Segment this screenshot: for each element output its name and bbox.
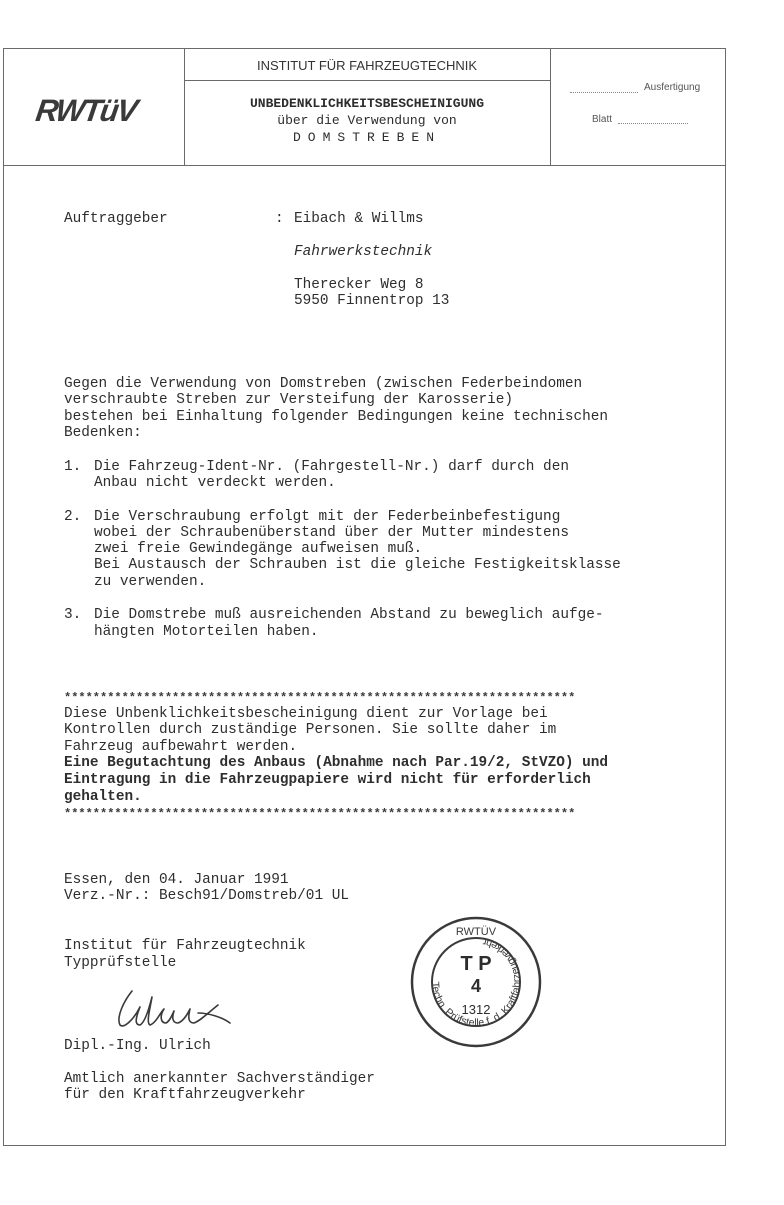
- footer-department: Typprüfstelle: [64, 955, 177, 971]
- institute-title: INSTITUT FÜR FAHRZEUGTECHNIK: [256, 58, 478, 73]
- condition-line: zu verwenden.: [94, 574, 207, 590]
- document-object: DOMSTREBEN: [292, 130, 441, 145]
- client-label: Auftraggeber: [64, 211, 168, 227]
- condition-line: Die Fahrzeug-Ident-Nr. (Fahrgestell-Nr.) darf durch den: [94, 459, 569, 475]
- stamp-number: 1312: [461, 1002, 491, 1017]
- stamp-arc-text: Techn. Prüfstelle f. d. Kraftfahrzeugverkehr: [428, 935, 524, 1030]
- client-city: 5950 Finnentrop 13: [294, 293, 450, 309]
- stamp-top-text: RWTÜV: [455, 926, 497, 938]
- intro-line: Bedenken:: [64, 425, 142, 441]
- notice-bold-line: Eintragung in die Fahrzeugpapiere wird nicht für erforderlich: [64, 772, 591, 788]
- ausfertigung-label: Ausfertigung: [644, 82, 701, 93]
- condition-line: Anbau nicht verdeckt werden.: [94, 475, 336, 491]
- condition-line: hängten Motorteilen haben.: [94, 624, 319, 640]
- header-bottom-line: [3, 165, 726, 166]
- document-subtitle: über die Verwendung von: [277, 113, 457, 128]
- condition-line: Bei Austausch der Schrauben ist die gleiche Festigkeitsklasse: [94, 557, 621, 573]
- signature-image: [110, 983, 240, 1033]
- intro-line: verschraubte Streben zur Versteifung der Karosserie): [64, 392, 514, 408]
- reference-number: Verz.-Nr.: Besch91/Domstreb/01 UL: [64, 888, 349, 904]
- intro-line: Gegen die Verwendung von Domstreben (zwischen Federbeindomen: [64, 376, 583, 392]
- ausfertigung-line: [570, 92, 638, 93]
- client-division: Fahrwerkstechnik: [294, 244, 433, 260]
- condition-line: Die Domstrebe muß ausreichenden Abstand zu beweglich aufge-: [94, 607, 604, 623]
- blatt-label: Blatt: [592, 114, 613, 125]
- notice-bold-line: gehalten.: [64, 789, 142, 805]
- stamp-line-1: T P: [460, 953, 492, 975]
- stamp-line-2: 4: [470, 976, 482, 996]
- rwtuev-logo: RWTüV: [33, 93, 139, 128]
- client-street: Therecker Weg 8: [294, 277, 424, 293]
- condition-number: 2.: [64, 509, 82, 525]
- place-date: Essen, den 04. Januar 1991: [64, 872, 289, 888]
- qualification-line: Amtlich anerkannter Sachverständiger: [64, 1071, 375, 1087]
- condition-line: Die Verschraubung erfolgt mit der Federbeinbefestigung: [94, 509, 561, 525]
- signer-name: Dipl.-Ing. Ulrich: [64, 1038, 211, 1054]
- official-stamp: [408, 914, 544, 1050]
- document-title: UNBEDENKLICHKEITSBESCHEINIGUNG: [249, 96, 485, 111]
- header-vertical-line-right: [550, 48, 551, 166]
- condition-line: zwei freie Gewindegänge aufweisen muß.: [94, 541, 423, 557]
- client-name: Eibach & Willms: [294, 211, 424, 227]
- notice-line: Kontrollen durch zuständige Personen. Sie sollte daher im: [64, 722, 557, 738]
- client-separator: :: [275, 211, 284, 227]
- condition-line: wobei der Schraubenüberstand über der Mutter mindestens: [94, 525, 569, 541]
- header-divider: [184, 80, 550, 81]
- asterisk-divider: ***********************************************************************: [64, 691, 576, 705]
- intro-line: bestehen bei Einhaltung folgender Bedingungen keine technischen: [64, 409, 609, 425]
- notice-bold-line: Eine Begutachtung des Anbaus (Abnahme nach Par.19/2, StVZO) und: [64, 755, 609, 771]
- qualification-line: für den Kraftfahrzeugverkehr: [64, 1087, 306, 1103]
- notice-line: Diese Unbenklichkeitsbescheinigung dient zur Vorlage bei: [64, 706, 548, 722]
- blatt-line: [618, 123, 688, 124]
- notice-line: Fahrzeug aufbewahrt werden.: [64, 739, 298, 755]
- footer-institute: Institut für Fahrzeugtechnik: [64, 938, 306, 954]
- asterisk-divider: ***********************************************************************: [64, 807, 576, 821]
- condition-number: 3.: [64, 607, 82, 623]
- condition-number: 1.: [64, 459, 82, 475]
